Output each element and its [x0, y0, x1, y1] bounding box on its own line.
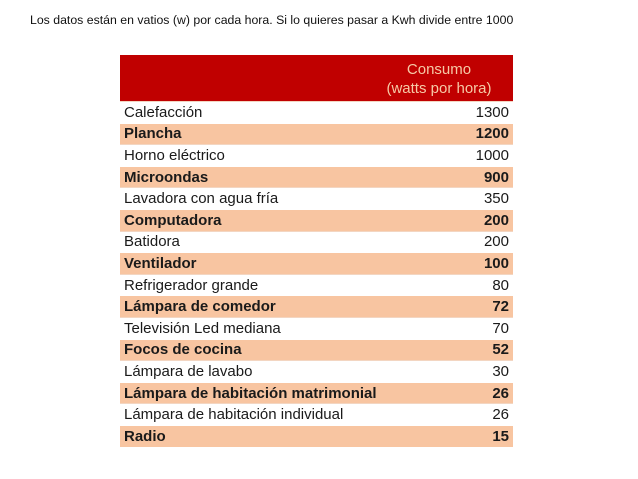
appliance-value: 30 [492, 362, 509, 380]
appliance-name: Refrigerador grande [124, 276, 259, 294]
caption-text: Los datos están en vatios (w) por cada hora. Si lo quieres pasar a Kwh divide entre 1000 [30, 13, 514, 27]
appliance-value: 15 [492, 427, 509, 445]
header-line-2: (watts por hora) [386, 79, 492, 97]
table-row [120, 166, 513, 188]
table-row [120, 144, 513, 166]
table-row [120, 339, 513, 361]
appliance-name: Computadora [124, 211, 222, 229]
appliance-name: Radio [124, 427, 166, 445]
appliance-value: 72 [492, 298, 509, 316]
appliance-value: 900 [483, 168, 509, 186]
appliance-name: Lavadora con agua fría [124, 190, 279, 208]
table-row [120, 123, 513, 145]
table-row [120, 317, 513, 339]
appliance-value: 26 [492, 384, 509, 402]
appliance-value: 200 [483, 233, 509, 251]
appliance-value: 200 [483, 211, 509, 229]
table-row [120, 101, 513, 123]
appliance-value: 350 [483, 190, 509, 208]
appliance-name: Lámpara de habitación matrimonial [124, 384, 377, 402]
table-row [120, 274, 513, 296]
appliance-value: 1300 [475, 103, 509, 121]
header-line-1: Consumo [406, 60, 472, 78]
appliance-name: Horno eléctrico [124, 146, 225, 164]
appliance-value: 100 [483, 254, 509, 272]
appliance-name: Lámpara de lavabo [124, 362, 253, 380]
appliance-value: 80 [492, 276, 509, 294]
consumption-table [120, 55, 513, 447]
appliance-value: 1000 [475, 146, 509, 164]
appliance-value: 1200 [475, 125, 509, 143]
appliance-value: 70 [492, 319, 509, 337]
appliance-name: Lámpara de comedor [124, 298, 276, 316]
table-row [120, 231, 513, 253]
appliance-name: Focos de cocina [124, 341, 242, 359]
table-row [120, 209, 513, 231]
appliance-name: Ventilador [124, 254, 197, 272]
appliance-value: 26 [492, 406, 509, 424]
appliance-name: Batidora [124, 233, 180, 251]
table-row [120, 425, 513, 447]
consumption-column-header [365, 59, 513, 98]
table-row [120, 295, 513, 317]
table-row [120, 360, 513, 382]
appliance-name: Plancha [124, 125, 182, 143]
appliance-name: Televisión Led mediana [124, 319, 281, 337]
appliance-name: Microondas [124, 168, 209, 186]
table-header [120, 55, 513, 101]
table-row [120, 403, 513, 425]
table-row [120, 187, 513, 209]
appliance-name: Calefacción [124, 103, 203, 121]
table-row [120, 382, 513, 404]
table-row [120, 252, 513, 274]
appliance-value: 52 [492, 341, 509, 359]
appliance-name: Lámpara de habitación individual [124, 406, 344, 424]
